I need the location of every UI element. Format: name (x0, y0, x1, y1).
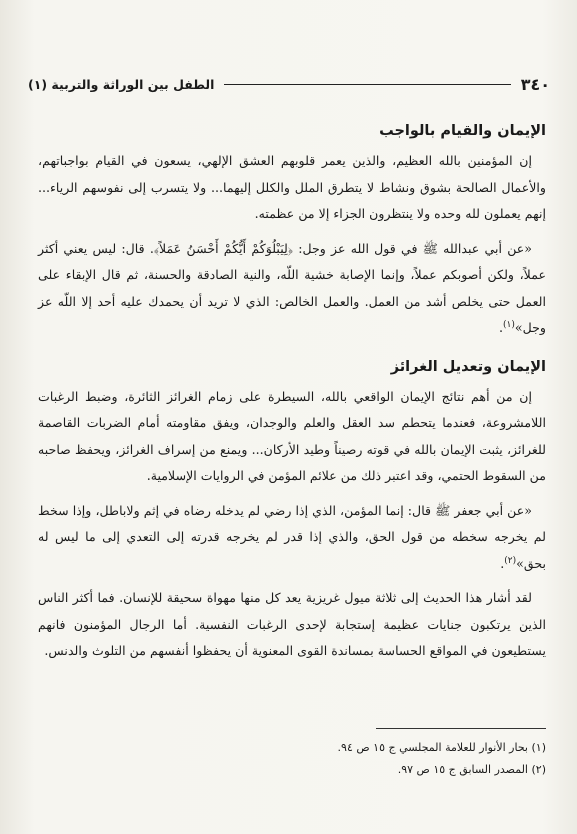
header-rule (224, 84, 510, 85)
footnote-text: بحار الأنوار للعلامة المجلسي ج ١٥ ص ٩٤. (337, 741, 528, 754)
footnote-number: (١) (531, 741, 546, 754)
paragraph-three-instincts: لقد أشار هذا الحديث إلى ثلاثة ميول غريزية يعد كل منها مهواة سحيقة للإنسان. فما أكثر الناس الذين يرتكبون جنايات عظيمة إستجابة لإحدى الرغبات النفسية. أما الرجال المؤمنون فانهم يستطيعون في المواقع الحساسة بمساندة القوى المعنوية أن يحفظوا أنفسهم من التلوث والدنس. (38, 590, 546, 658)
running-header (28, 72, 550, 96)
footnote-text: المصدر السابق ج ١٥ ص ٩٧. (397, 763, 528, 776)
footnote-number: (٢) (531, 763, 546, 776)
footnote-ref-1: (١) (503, 319, 515, 330)
hadith-quote-2-text: «عن أبي جعفر ﷺ قال: إنما المؤمن، الذي إذا رضي لم يدخله رضاه في إثم ولاباطل، وإذا سخط لم يخرجه سخطه من قول الحق، والذي إذا قدر لم يخرجه قدرته إلى التعدي إلى ما ليس له بحق» (38, 502, 547, 571)
footnote-item (38, 759, 546, 781)
footnotes (38, 728, 546, 781)
running-title: الطفل بين الوراثة والتربية (١) (28, 76, 215, 92)
page-number: ٣٤٠ (520, 74, 550, 94)
paragraph-gap (38, 577, 546, 585)
paragraph-gap (38, 490, 546, 498)
hadith-quote-1-text: «عن أبي عبدالله ﷺ في قول الله عز وجل: ﴿لِيَبْلُوَكُمْ أَيُّكُمْ أَحْسَنُ عَمَلاً﴾. قال: ليس يعني أكثر عملاً، ولكن أصوبكم عملاً، وإنما الإصابة خشية اللّه، والنية الصادقة والحسنة، ثم قال الإبقاء على العمل حتى يخلص أشد من العمل. والعمل الخالص: الذي لا تريد أن يحمدك عليه أحد إلا اللّه عز وجل» (38, 240, 546, 335)
hadith-quote-1: «عن أبي عبدالله ﷺ في قول الله عز وجل: ﴿لِيَبْلُوَكُمْ أَيُّكُمْ أَحْسَنُ عَمَلاً﴾. قال: ليس يعني أكثر عملاً، ولكن أصوبكم عملاً، وإنما الإصابة خشية اللّه، والنية الصادقة والحسنة، ثم قال الإبقاء على العمل حتى يخلص أشد من العمل. والعمل الخالص: الذي لا تريد أن يحمدك عليه أحد إلا اللّه عز وجل»$^{(١)}$. (38, 240, 546, 335)
paragraph-gap (38, 228, 546, 236)
main-text (38, 118, 546, 665)
section-heading-faith-instincts: الإيمان وتعديل الغرائز (390, 358, 546, 375)
footnote-rule (376, 728, 546, 729)
paragraph-faith-duty: إن المؤمنين بالله العظيم، والذين يعمر قلوبهم العشق الإلهي، يسعون في القيام بواجباتهم، والأعمال الصالحة بشوق ونشاط لا يتطرق الملل والكلل إليهما... ولا يتسرب إلى نفوسهم الرياء... إنهم يعملون لله وحده ولا ينتظرون الجزاء إلا من عظمته. (38, 153, 546, 221)
footnote-ref-2: (٢) (504, 555, 517, 566)
hadith-quote-2: «عن أبي جعفر ﷺ قال: إنما المؤمن، الذي إذا رضي لم يدخله رضاه في إثم ولاباطل، وإذا سخط لم يخرجه سخطه من قول الحق، والذي إذا قدر لم يخرجه قدرته إلى التعدي إلى ما ليس له بحق»$^{(٢)}$. (38, 502, 547, 571)
footnote-item (38, 737, 546, 759)
section-heading-faith-duty: الإيمان والقيام بالواجب (379, 123, 546, 139)
paragraph-faith-instincts: إن من أهم نتائج الإيمان الواقعي بالله، السيطرة على زمام الغرائز الثائرة، وضبط الرغبات اللامشروعة، فعندما يتحطم سد العقل والعلم والوجدان، ويفق مقاومته أمام الضربات القاصمة للغرائز، يثبت الإيمان بالله في قوته رصيناً وطيد الأركان... ويمنع من إسراف الغرائز، ويحفظ صاحبه من السقوط الحتمي، وقد اعتبر ذلك من علائم المؤمن في الروايات الإسلامية. (38, 388, 547, 483)
